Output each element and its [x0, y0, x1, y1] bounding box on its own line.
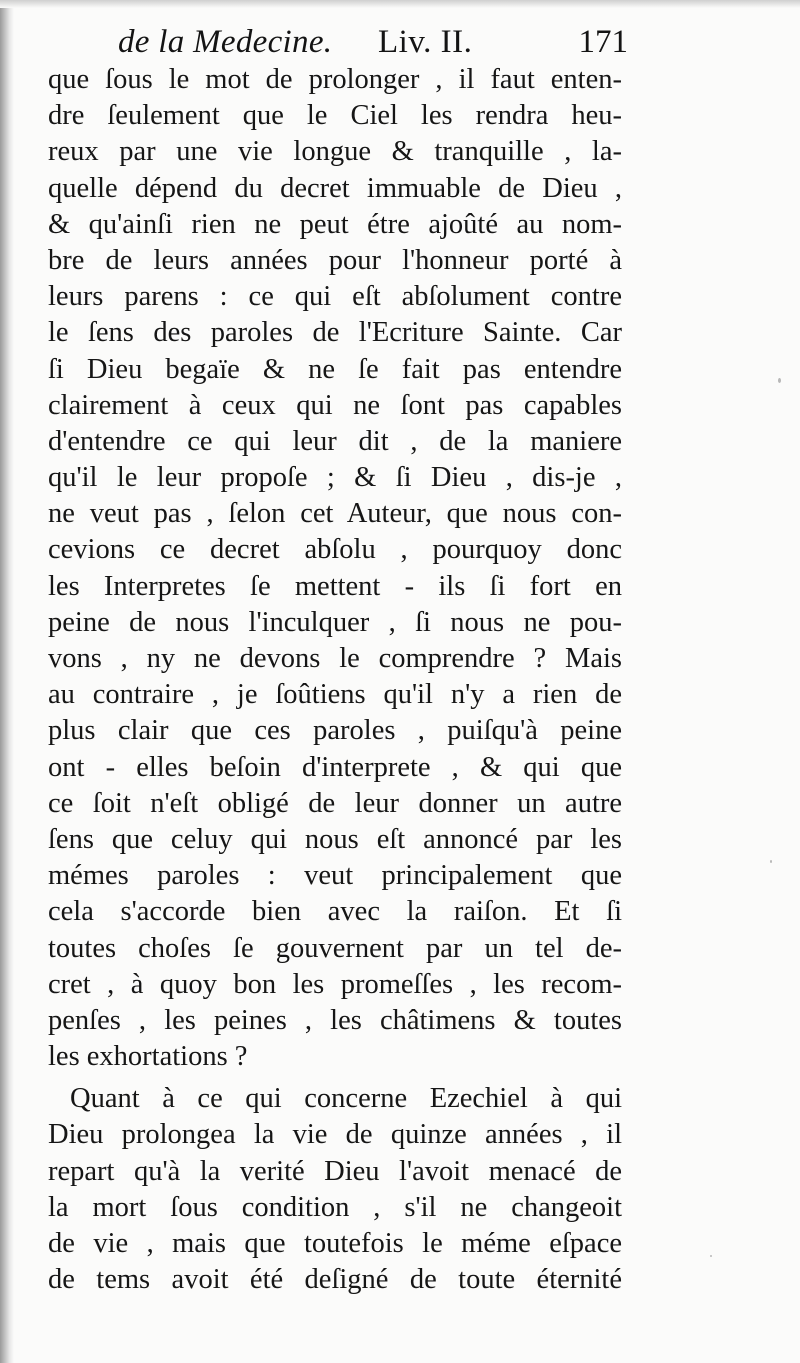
text-line: ſi Dieu begaïe & ne ſe fait pas entendre	[48, 353, 622, 385]
running-head-title: de la Medecine.	[118, 24, 333, 60]
text-line: mémes paroles : veut principalement que	[48, 860, 622, 892]
paper-speck	[770, 860, 772, 863]
text-line: les exhortations ?	[48, 1041, 248, 1073]
text-line: repart qu'à la verité Dieu l'avoit menacé de	[48, 1155, 622, 1187]
text-line: Dieu prolongea la vie de quinze années , il	[48, 1119, 622, 1151]
text-line: d'entendre ce qui leur dit , de la maniere	[48, 425, 622, 457]
top-edge-shadow	[0, 0, 800, 8]
text-line: toutes choſes ſe gouvernent par un tel de-	[48, 932, 622, 964]
text-line: cevions ce decret abſolu , pourquoy donc	[48, 534, 622, 566]
text-line: cret , à quoy bon les promeſſes , les recom-	[48, 968, 622, 1000]
gutter-shadow	[0, 0, 14, 1363]
body-text	[48, 62, 622, 1298]
text-line: peine de nous l'inculquer , ſi nous ne pou-	[48, 606, 622, 638]
text-line: clairement à ceux qui ne ſont pas capables	[48, 389, 622, 421]
text-line: la mort ſous condition , s'il ne changeoit	[48, 1191, 622, 1223]
running-head-book: Liv. II.	[378, 24, 473, 60]
text-line: vons , ny ne devons le comprendre ? Mais	[48, 643, 622, 674]
text-line: reux par une vie longue & tranquille , la-	[48, 136, 622, 168]
text-line: penſes , les peines , les châtimens & toutes	[48, 1004, 622, 1036]
text-line: ſens que celuy qui nous eſt annoncé par les	[48, 823, 622, 855]
text-line: de vie , mais que toutefois le méme eſpace	[48, 1228, 622, 1259]
text-line: les Interpretes ſe mettent - ils ſi fort en	[48, 570, 622, 602]
running-head	[118, 20, 628, 66]
text-line: quelle dépend du decret immuable de Dieu ,	[48, 172, 622, 204]
text-line: & qu'ainſi rien ne peut étre ajoûté au nom-	[48, 208, 622, 240]
text-line: ont - elles beſoin d'interprete , & qui que	[48, 751, 622, 783]
text-line: plus clair que ces paroles , puiſqu'à peine	[48, 715, 622, 747]
paper-speck	[778, 378, 781, 383]
page-number: 171	[578, 24, 628, 60]
text-line: bre de leurs années pour l'honneur porté à	[48, 244, 622, 276]
text-line: leurs parens : ce qui eſt abſolument contre	[48, 281, 622, 313]
text-line: ne veut pas , ſelon cet Auteur, que nous con-	[48, 498, 622, 530]
text-line: Quant à ce qui concerne Ezechiel à qui	[70, 1083, 622, 1115]
text-line: au contraire , je ſoûtiens qu'il n'y a rien de	[48, 679, 622, 711]
text-line: cela s'accorde bien avec la raiſon. Et ſi	[48, 896, 622, 928]
paper-speck	[710, 1255, 712, 1257]
text-line: dre ſeulement que le Ciel les rendra heu-	[48, 100, 622, 132]
text-line: ce ſoit n'eſt obligé de leur donner un autre	[48, 787, 622, 819]
text-line: de tems avoit été deſigné de toute éternité	[48, 1264, 622, 1296]
paragraph	[48, 1081, 622, 1298]
text-line: qu'il le leur propoſe ; & ſi Dieu , dis-je ,	[48, 462, 622, 494]
text-line: le ſens des paroles de l'Ecriture Sainte. Car	[48, 317, 622, 349]
text-line: que ſous le mot de prolonger , il faut enten-	[48, 64, 622, 95]
paragraph	[48, 62, 622, 1075]
